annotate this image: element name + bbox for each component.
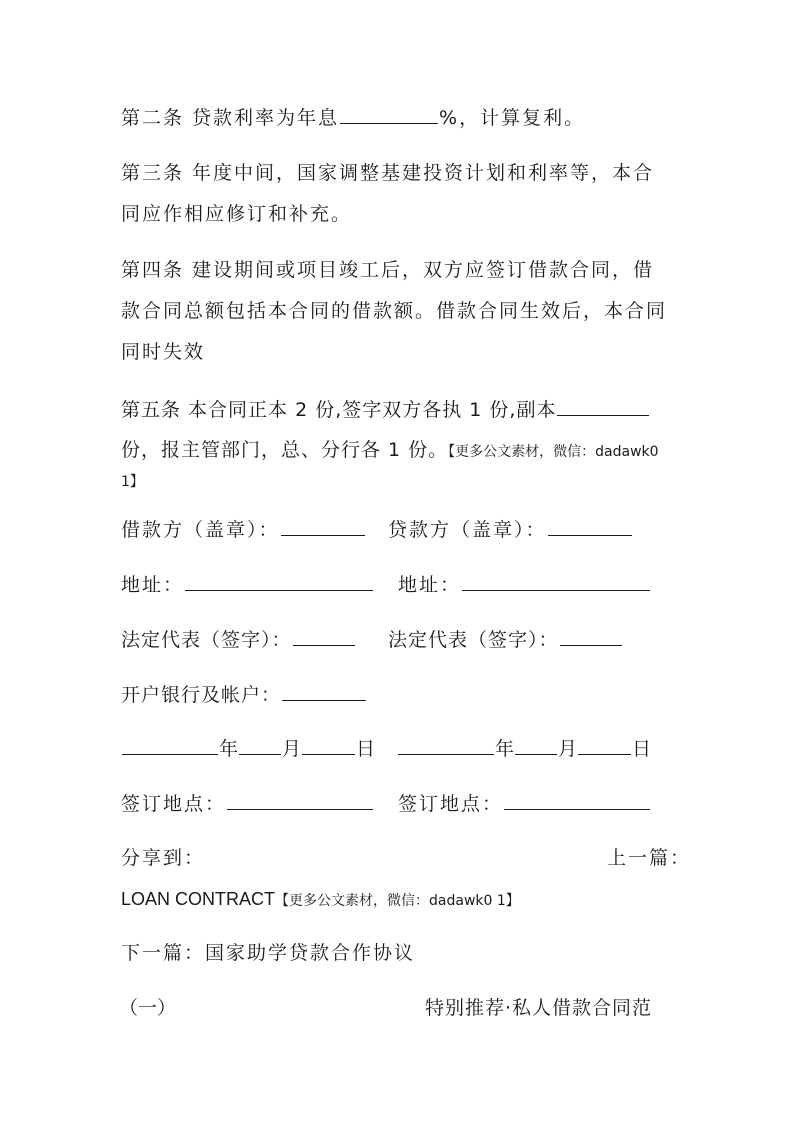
- year-label-left: 年: [219, 738, 239, 760]
- share-label: 分享到：: [121, 847, 206, 869]
- place-row-left: [121, 791, 374, 816]
- prev-article-link[interactable]: [121, 887, 520, 913]
- day-blank-left: [302, 736, 355, 755]
- prev-label[interactable]: 上一篇：: [607, 847, 692, 869]
- article-2-line: [121, 105, 585, 130]
- interest-rate-blank: [340, 105, 438, 124]
- rep-row-left: [121, 627, 356, 652]
- place-row-right: [398, 791, 651, 816]
- article-4-line-1: 第四条 建设期间或项目竣工后，双方应签订借款合同，借: [121, 259, 655, 281]
- place-label-right: 签订地点：: [398, 793, 504, 815]
- lender-blank: [548, 517, 632, 536]
- rep-blank-right: [560, 627, 622, 646]
- copies-blank: [557, 397, 649, 416]
- section-label: （一）: [119, 997, 177, 1019]
- recommend-link[interactable]: 特别推荐·私人借款合同范: [425, 997, 653, 1019]
- place-blank-left: [227, 791, 373, 810]
- month-label-left: 月: [282, 738, 302, 760]
- article-2-prefix: 第二条 贷款利率为年息: [121, 107, 340, 129]
- article-5-line-1: [121, 397, 650, 422]
- article-4-line-3: 同时失效: [121, 341, 206, 363]
- address-row-left: [121, 572, 374, 597]
- day-label-left: 日: [356, 738, 376, 760]
- place-label-left: 签订地点：: [121, 793, 227, 815]
- lender-label: 贷款方（盖章）：: [388, 519, 547, 541]
- next-article-link[interactable]: 下一篇：国家助学贷款合作协议: [121, 942, 416, 964]
- month-blank-left: [239, 736, 281, 755]
- article-3-line-1: 第三条 年度中间，国家调整基建投资计划和利率等，本合: [121, 162, 655, 184]
- bank-label: 开户银行及帐户：: [121, 684, 282, 706]
- day-blank-right: [578, 736, 631, 755]
- address-blank-left: [185, 572, 373, 591]
- article-5-line-2: [121, 438, 659, 464]
- borrower-label: 借款方（盖章）：: [121, 519, 280, 541]
- article-4-line-2: 款合同总额包括本合同的借款额。借款合同生效后，本合同: [121, 300, 668, 322]
- prev-article-title[interactable]: LOAN CONTRACT: [121, 889, 276, 909]
- rep-label-right: 法定代表（签字）：: [388, 629, 559, 651]
- place-blank-right: [504, 791, 650, 810]
- borrower-row: [121, 517, 366, 542]
- address-label-left: 地址：: [121, 574, 185, 596]
- address-row-right: [398, 572, 651, 597]
- year-blank-right: [398, 736, 494, 755]
- article-5-prefix: 第五条 本合同正本 2 份,签字双方各执 1 份,副本: [121, 399, 557, 421]
- article-2-suffix: %，计算复利。: [439, 107, 586, 129]
- date-row-right: [397, 736, 651, 761]
- address-label-right: 地址：: [398, 574, 462, 596]
- rep-row-right: [388, 627, 623, 652]
- month-label-right: 月: [558, 738, 578, 760]
- article-5-line-3: 1】: [121, 474, 144, 490]
- article-5-note: 【更多公文素材，微信：dadawk0: [448, 444, 659, 460]
- year-blank-left: [122, 736, 218, 755]
- year-label-right: 年: [495, 738, 515, 760]
- day-label-right: 日: [632, 738, 652, 760]
- bank-row: [121, 682, 367, 707]
- article-5-main: 份，报主管部门，总、分行各 1 份。: [121, 439, 449, 461]
- bank-blank: [282, 682, 366, 701]
- month-blank-right: [515, 736, 557, 755]
- rep-label-left: 法定代表（签字）：: [121, 629, 292, 651]
- address-blank-right: [462, 572, 650, 591]
- date-row-left: [121, 736, 375, 761]
- rep-blank-left: [293, 627, 355, 646]
- borrower-blank: [281, 517, 365, 536]
- article-3-line-2: 同应作相应修订和补充。: [121, 203, 353, 225]
- lender-row: [388, 517, 633, 542]
- prev-article-note: 【更多公文素材，微信：dadawk0 1】: [275, 893, 520, 909]
